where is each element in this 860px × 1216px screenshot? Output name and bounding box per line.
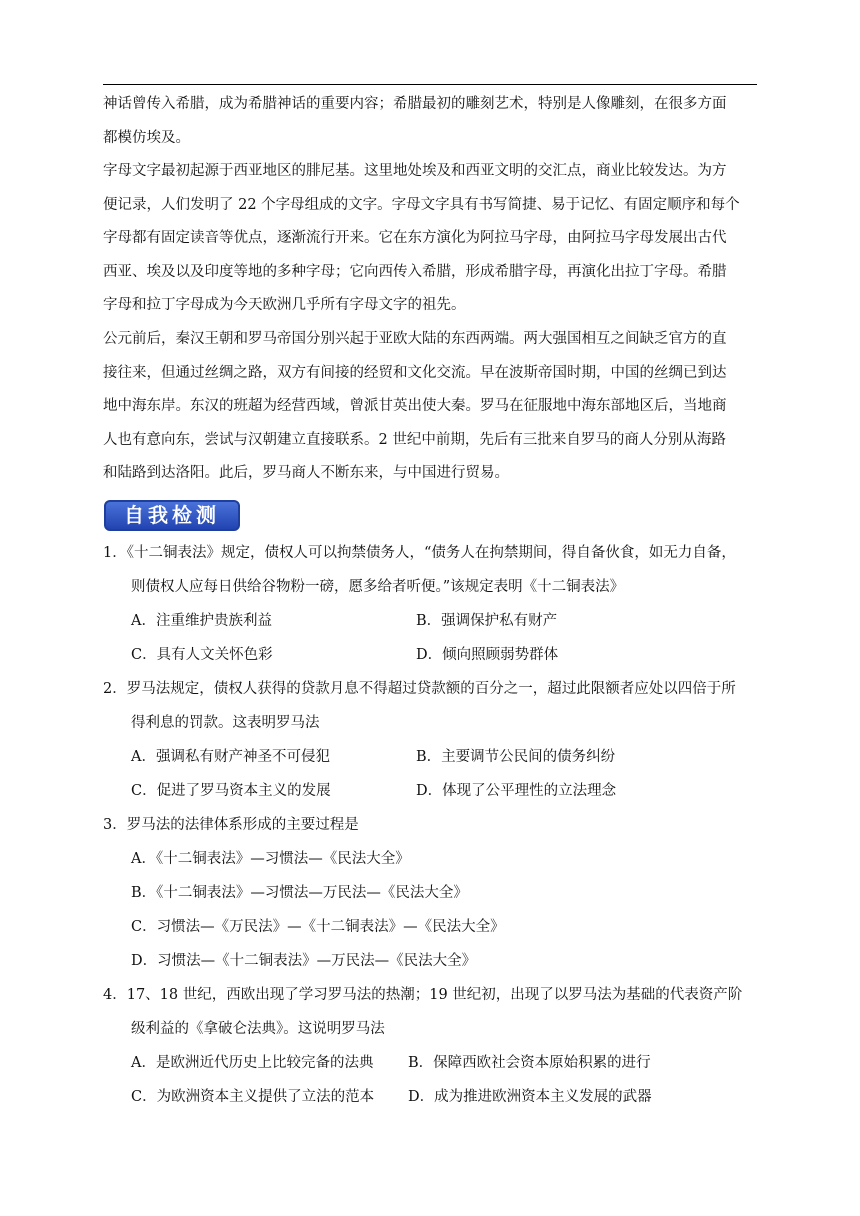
- text-line: 地中海东岸。东汉的班超为经营西域，曾派甘英出使大秦。罗马在征服地中海东部地区后，当地商: [103, 398, 727, 414]
- question-4-option-d[interactable]: D．成为推进欧洲资本主义发展的武器: [408, 1089, 652, 1105]
- text-line: 字母都有固定读音等优点，逐渐流行开来。它在东方演化为阿拉马字母，由阿拉马字母发展出古代: [103, 230, 727, 246]
- header-rule: [103, 84, 757, 85]
- question-4-option-c[interactable]: C．为欧洲资本主义提供了立法的范本: [131, 1089, 375, 1105]
- question-3-option-d[interactable]: D．习惯法—《十二铜表法》—万民法—《民法大全》: [131, 953, 477, 969]
- text-line: 神话曾传入希腊，成为希腊神话的重要内容；希腊最初的雕刻艺术，特别是人像雕刻，在很多方面: [103, 96, 727, 112]
- question-1-stem-cont: 则债权人应每日供给谷物粉一磅，愿多给者听便。”该规定表明《十二铜表法》: [131, 579, 625, 595]
- question-1-stem: 1．《十二铜表法》规定，债权人可以拘禁债务人，“债务人在拘禁期间，得自备伙食，如无力自备，: [103, 545, 736, 561]
- question-3-option-a[interactable]: A．《十二铜表法》—习惯法—《民法大全》: [131, 851, 410, 867]
- question-4-stem-cont: 级利益的《拿破仑法典》。这说明罗马法: [131, 1021, 385, 1037]
- text-line: 人也有意向东，尝试与汉朝建立直接联系。2 世纪中前期，先后有三批来自罗马的商人分别从海路: [103, 431, 726, 448]
- question-2-option-a[interactable]: A．强调私有财产神圣不可侵犯: [131, 749, 330, 765]
- text-line: 接往来，但通过丝绸之路，双方有间接的经贸和文化交流。早在波斯帝国时期，中国的丝绸已到达: [103, 364, 727, 381]
- reading-paragraph-silk-road: [103, 323, 759, 491]
- question-3-option-b[interactable]: B．《十二铜表法》—习惯法—万民法—《民法大全》: [131, 885, 468, 901]
- question-4-option-a[interactable]: A．是欧洲近代历史上比较完备的法典: [131, 1055, 374, 1071]
- text-line: 公元前后，秦汉王朝和罗马帝国分别兴起于亚欧大陆的东西两端。两大强国相互之间缺乏官方的直: [103, 331, 727, 347]
- text-line: 字母和拉丁字母成为今天欧洲几乎所有字母文字的祖先。: [103, 297, 466, 313]
- question-4-option-b[interactable]: B．保障西欧社会资本原始积累的进行: [408, 1055, 651, 1071]
- text-line: 便记录，人们发明了 22 个字母组成的文字。字母文字具有书写简捷、易于记忆、有固定顺序和每个: [103, 196, 740, 213]
- text-line: 都模仿埃及。: [103, 129, 190, 146]
- question-2-stem: 2．罗马法规定，债权人获得的贷款月息不得超过贷款额的百分之一，超过此限额者应处以四倍于所: [103, 681, 736, 697]
- question-1-option-c[interactable]: C．具有人文关怀色彩: [131, 647, 273, 663]
- reading-paragraph-egypt: [103, 88, 759, 155]
- text-line: 字母文字最初起源于西亚地区的腓尼基。这里地处埃及和西亚文明的交汇点，商业比较发达。为方: [103, 163, 727, 179]
- text-line: 和陆路到达洛阳。此后，罗马商人不断东来，与中国进行贸易。: [103, 465, 509, 481]
- text-line: 西亚、埃及以及印度等地的多种字母；它向西传入希腊，形成希腊字母，再演化出拉丁字母。希腊: [103, 263, 727, 280]
- question-3-stem: 3．罗马法的法律体系形成的主要过程是: [103, 817, 359, 833]
- question-4-stem: 4．17、18 世纪，西欧出现了学习罗马法的热潮；19 世纪初，出现了以罗马法为基础的代表资产阶: [103, 987, 743, 1003]
- question-1-option-b[interactable]: B．强调保护私有财产: [416, 613, 558, 629]
- question-2-stem-cont: 得利息的罚款。这表明罗马法: [131, 715, 320, 731]
- question-2-option-b[interactable]: B．主要调节公民间的债务纠纷: [416, 749, 616, 765]
- self-test-badge: 自我检测: [104, 500, 240, 531]
- question-1-option-d[interactable]: D．倾向照顾弱势群体: [416, 647, 559, 663]
- question-2-option-c[interactable]: C．促进了罗马资本主义的发展: [131, 783, 331, 799]
- question-3-option-c[interactable]: C．习惯法—《万民法》—《十二铜表法》—《民法大全》: [131, 919, 505, 935]
- question-2-option-d[interactable]: D．体现了公平理性的立法理念: [416, 783, 617, 799]
- reading-paragraph-alphabet: [103, 155, 759, 323]
- question-1-option-a[interactable]: A．注重维护贵族利益: [131, 613, 272, 629]
